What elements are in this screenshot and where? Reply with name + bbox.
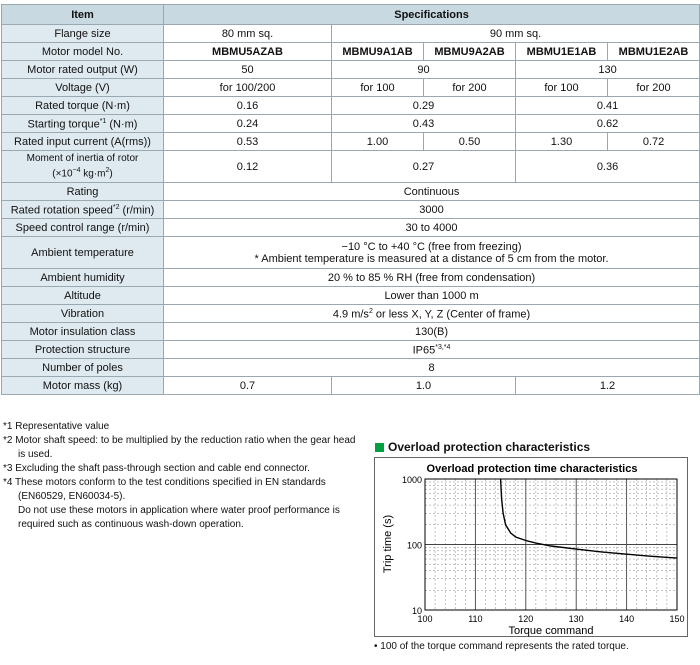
trip-time-curve xyxy=(501,479,677,558)
starting-torque-text: Starting torque xyxy=(27,118,100,131)
torque-value-a: 0.16 xyxy=(164,97,332,115)
footnote-1: *1 Representative value xyxy=(3,421,110,432)
inertia-value-c: 0.36 xyxy=(516,151,700,183)
footnote-4: *4 These motors conform to the test conditions specified in EN standards (EN60529, EN60034-5). xyxy=(3,477,326,502)
inertia-unit-b: kg·m xyxy=(80,168,106,180)
overload-heading xyxy=(375,440,590,454)
torque-value-b: 0.29 xyxy=(332,97,516,115)
protection-value xyxy=(164,341,700,359)
current-value-d: 1.30 xyxy=(516,133,608,151)
y-tick-label: 1000 xyxy=(401,475,422,485)
voltage-value-e: for 200 xyxy=(608,79,700,97)
altitude-label: Altitude xyxy=(2,287,164,305)
x-tick-label: 120 xyxy=(518,614,534,624)
inertia-unit-exp1: −4 xyxy=(72,166,81,174)
current-value-c: 0.50 xyxy=(424,133,516,151)
start-torque-value-a: 0.24 xyxy=(164,115,332,133)
rated-speed-note-ref: *2 xyxy=(112,204,120,212)
rated-torque-label: Rated torque (N·m) xyxy=(2,97,164,115)
output-value-c: 130 xyxy=(516,61,700,79)
flange-90-value: 90 mm sq. xyxy=(332,25,700,43)
altitude-value: Lower than 1000 m xyxy=(164,287,700,305)
starting-torque-note-ref: *1 xyxy=(99,118,107,126)
x-tick-label: 150 xyxy=(669,614,685,624)
rated-speed-label xyxy=(2,201,164,219)
x-tick-label: 140 xyxy=(619,614,635,624)
footnotes xyxy=(3,420,358,532)
mass-value-b: 1.0 xyxy=(332,377,516,395)
ambient-temp-value xyxy=(164,237,700,269)
overload-footnote: • 100 of the torque command represents the rated torque. xyxy=(374,641,629,652)
mass-value-c: 1.2 xyxy=(516,377,700,395)
start-torque-value-b: 0.43 xyxy=(332,115,516,133)
model-mbmu9a1ab: MBMU9A1AB xyxy=(332,43,424,61)
voltage-value-a: for 100/200 xyxy=(164,79,332,97)
rated-current-label: Rated input current (A(rms)) xyxy=(2,133,164,151)
model-mbmu1e2ab: MBMU1E2AB xyxy=(608,43,700,61)
current-value-b: 1.00 xyxy=(332,133,424,151)
inertia-value-b: 0.27 xyxy=(332,151,516,183)
insulation-value: 130(B) xyxy=(164,323,700,341)
chart-y-ticks xyxy=(402,475,422,616)
model-mbmu5azab: MBMU5AZAB xyxy=(164,43,332,61)
inertia-label-line1: Moment of inertia of rotor xyxy=(26,152,139,164)
voltage-value-c: for 200 xyxy=(424,79,516,97)
x-tick-label: 100 xyxy=(417,614,433,624)
model-mbmu1e1ab: MBMU1E1AB xyxy=(516,43,608,61)
poles-label: Number of poles xyxy=(2,359,164,377)
rated-speed-unit: (r/min) xyxy=(119,204,155,217)
inertia-unit-c: ) xyxy=(109,168,113,180)
overload-chart-svg xyxy=(375,458,689,638)
ambient-temp-label: Ambient temperature xyxy=(2,237,164,269)
vibration-label: Vibration xyxy=(2,305,164,323)
vibration-value xyxy=(164,305,700,323)
footnote-3: *3 Excluding the shaft pass-through section and cable end connector. xyxy=(3,463,310,474)
overload-chart xyxy=(374,457,688,637)
poles-value: 8 xyxy=(164,359,700,377)
inertia-unit-a: (×10 xyxy=(52,168,73,180)
vibration-exp: 2 xyxy=(368,308,373,316)
starting-torque-label xyxy=(2,115,164,133)
start-torque-value-c: 0.62 xyxy=(516,115,700,133)
chart-grid xyxy=(425,479,677,610)
x-tick-label: 130 xyxy=(568,614,584,624)
y-tick-label: 100 xyxy=(406,540,422,551)
footnote-2: *2 Motor shaft speed: to be multiplied by the reduction ratio when the gear head is used. xyxy=(3,435,356,460)
rated-speed-text: Rated rotation speed xyxy=(10,204,113,217)
vibration-value-b: or less X, Y, Z (Center of frame) xyxy=(372,308,531,321)
rated-speed-value: 3000 xyxy=(164,201,700,219)
voltage-value-d: for 100 xyxy=(516,79,608,97)
protection-note-ref: *3,*4 xyxy=(435,344,451,352)
chart-x-label: Torque command xyxy=(508,625,594,637)
torque-value-c: 0.41 xyxy=(516,97,700,115)
protection-value-text: IP65 xyxy=(412,344,436,357)
current-value-e: 0.72 xyxy=(608,133,700,151)
inertia-value-a: 0.12 xyxy=(164,151,332,183)
model-mbmu9a2ab: MBMU9A2AB xyxy=(424,43,516,61)
chart-y-label: Trip time (s) xyxy=(382,514,394,574)
chart-title: Overload protection time characteristics xyxy=(426,463,638,475)
rating-value: Continuous xyxy=(164,183,700,201)
ambient-temp-line2: * Ambient temperature is measured at a distance of 5 cm from the motor. xyxy=(254,252,609,265)
insulation-label: Motor insulation class xyxy=(2,323,164,341)
voltage-value-b: for 100 xyxy=(332,79,424,97)
chart-x-ticks xyxy=(417,614,684,624)
output-value-a: 50 xyxy=(164,61,332,79)
mass-label: Motor mass (kg) xyxy=(2,377,164,395)
flange-80-value: 80 mm sq. xyxy=(164,25,332,43)
speed-range-value: 30 to 4000 xyxy=(164,219,700,237)
motor-model-label: Motor model No. xyxy=(2,43,164,61)
inertia-unit-exp2: 2 xyxy=(105,166,110,174)
vibration-value-a: 4.9 m/s xyxy=(332,308,369,321)
humidity-label: Ambient humidity xyxy=(2,269,164,287)
inertia-label-line2 xyxy=(4,165,161,180)
green-square-icon xyxy=(375,443,384,452)
voltage-label: Voltage (V) xyxy=(2,79,164,97)
specifications-table xyxy=(1,4,700,395)
flange-size-label: Flange size xyxy=(2,25,164,43)
output-value-b: 90 xyxy=(332,61,516,79)
x-tick-label: 110 xyxy=(468,614,483,624)
item-header: Item xyxy=(2,5,164,25)
mass-value-a: 0.7 xyxy=(164,377,332,395)
footnote-4-continued: Do not use these motors in application where water proof performance is required such as continuous wash-down operation. xyxy=(18,505,340,530)
current-value-a: 0.53 xyxy=(164,133,332,151)
speed-range-label: Speed control range (r/min) xyxy=(2,219,164,237)
overload-heading-text: Overload protection characteristics xyxy=(388,440,591,454)
inertia-label xyxy=(2,151,164,183)
y-tick-label: 10 xyxy=(411,606,422,616)
rated-output-label: Motor rated output (W) xyxy=(2,61,164,79)
rating-label: Rating xyxy=(2,183,164,201)
starting-torque-unit: (N·m) xyxy=(106,118,138,131)
protection-label: Protection structure xyxy=(2,341,164,359)
specifications-header: Specifications xyxy=(164,5,700,25)
ambient-temp-line1: −10 °C to +40 °C (free from freezing) xyxy=(341,240,522,253)
humidity-value: 20 % to 85 % RH (free from condensation) xyxy=(164,269,700,287)
